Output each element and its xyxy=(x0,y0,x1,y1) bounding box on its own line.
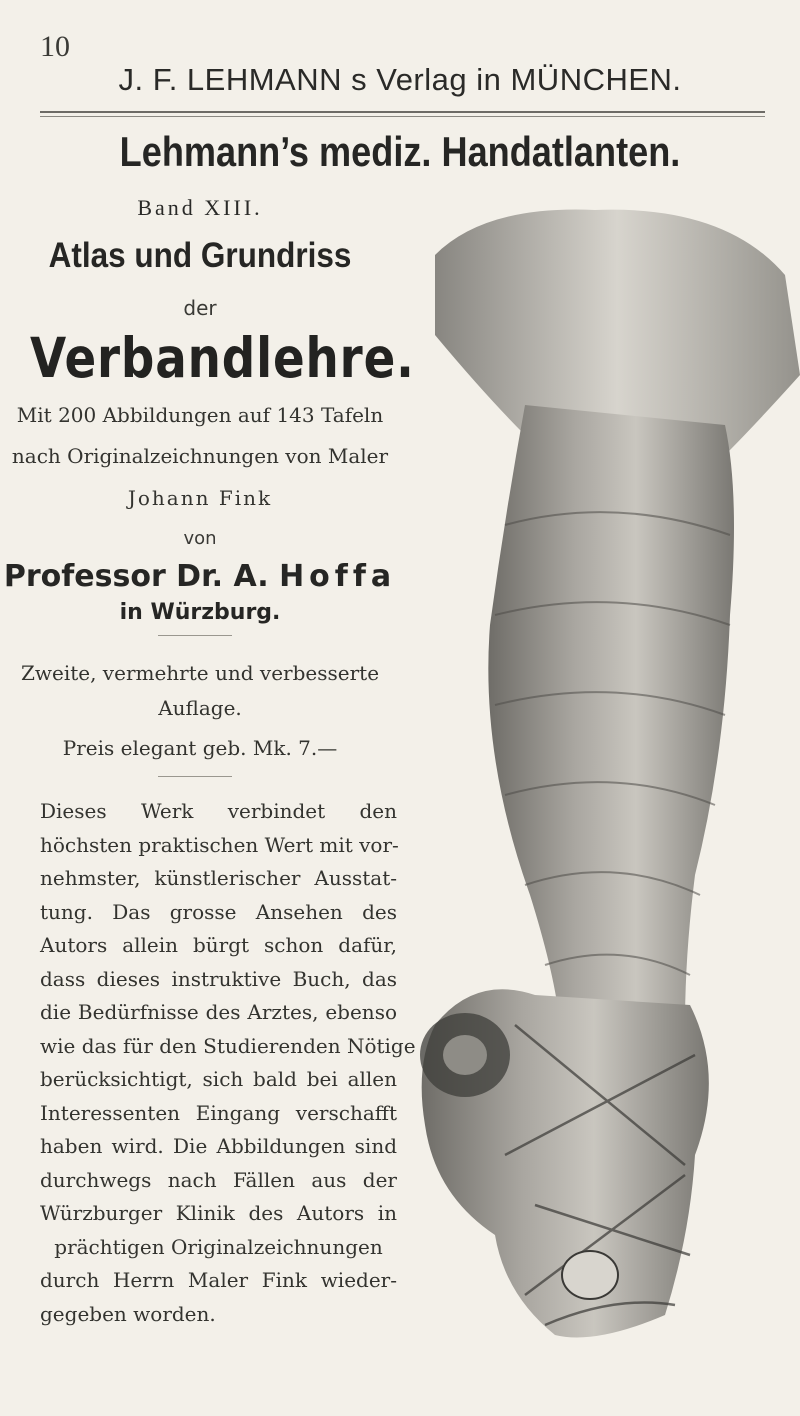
body-line: höchsten praktischen Wert mit vor- xyxy=(40,832,399,857)
body-line: Würzburger Klinik des Autors in xyxy=(40,1201,397,1225)
edition-line: Zweite, vermehrte und verbesserte xyxy=(20,661,380,685)
series-title: Lehmann’s mediz. Handatlanten. xyxy=(119,128,681,175)
body-line: durchwegs nach Fällen aus der xyxy=(40,1167,397,1192)
body-line: prächtigen Originalzeichnungen xyxy=(54,1234,383,1259)
description-line: Mit 200 Abbildungen auf 143 Tafeln xyxy=(16,403,384,427)
header-rule xyxy=(40,111,765,113)
body-paragraph xyxy=(40,795,416,1331)
book-title-line1: Atlas und Grundriss xyxy=(48,236,352,275)
body-line: tung. Das grosse Ansehen des xyxy=(40,899,397,924)
author-name xyxy=(0,559,400,594)
body-line: nehmster, künstlerischer Ausstat- xyxy=(40,866,397,890)
book-title-der: der xyxy=(183,296,217,320)
author-location: in Würzburg. xyxy=(119,600,281,625)
book-main-title: Verbandlehre. xyxy=(30,326,415,390)
body-line: berücksichtigt, sich bald bei allen xyxy=(40,1067,397,1091)
body-line: durch Herrn Maler Fink wieder- xyxy=(40,1268,397,1292)
body-line: dass dieses instruktive Buch, das xyxy=(40,966,397,991)
bandaged-leg-illustration xyxy=(395,195,800,1345)
author-prefix: Professor Dr. A. xyxy=(3,559,269,594)
von-label: von xyxy=(183,528,217,549)
band-number: Band XIII. xyxy=(137,195,263,220)
publisher-heading: J. F. LEHMANN s Verlag in MÜNCHEN. xyxy=(118,62,682,97)
header-rule-thin xyxy=(40,116,765,117)
page-number: 10 xyxy=(40,30,70,63)
body-line: gegeben worden. xyxy=(40,1301,216,1326)
price: Preis elegant geb. Mk. 7.— xyxy=(62,736,338,760)
edition-line: Auflage. xyxy=(158,696,242,720)
divider xyxy=(158,776,232,777)
illustrator-name: Johann Fink xyxy=(127,486,273,510)
author-surname: Hoffa xyxy=(279,559,397,594)
body-line: haben wird. Die Abbildungen sind xyxy=(40,1134,397,1158)
body-line: Autors allein bürgt schon dafür, xyxy=(40,933,397,957)
divider xyxy=(158,635,232,636)
body-line: wie das für den Studierenden Nötige xyxy=(40,1033,416,1058)
body-line: die Bedürfnisse des Arztes, ebenso xyxy=(40,1000,397,1024)
description-line: nach Originalzeichnungen von Maler xyxy=(11,444,389,468)
body-line: Interessenten Eingang verschafft xyxy=(40,1100,397,1125)
body-line: Dieses Werk verbindet den xyxy=(40,799,397,823)
